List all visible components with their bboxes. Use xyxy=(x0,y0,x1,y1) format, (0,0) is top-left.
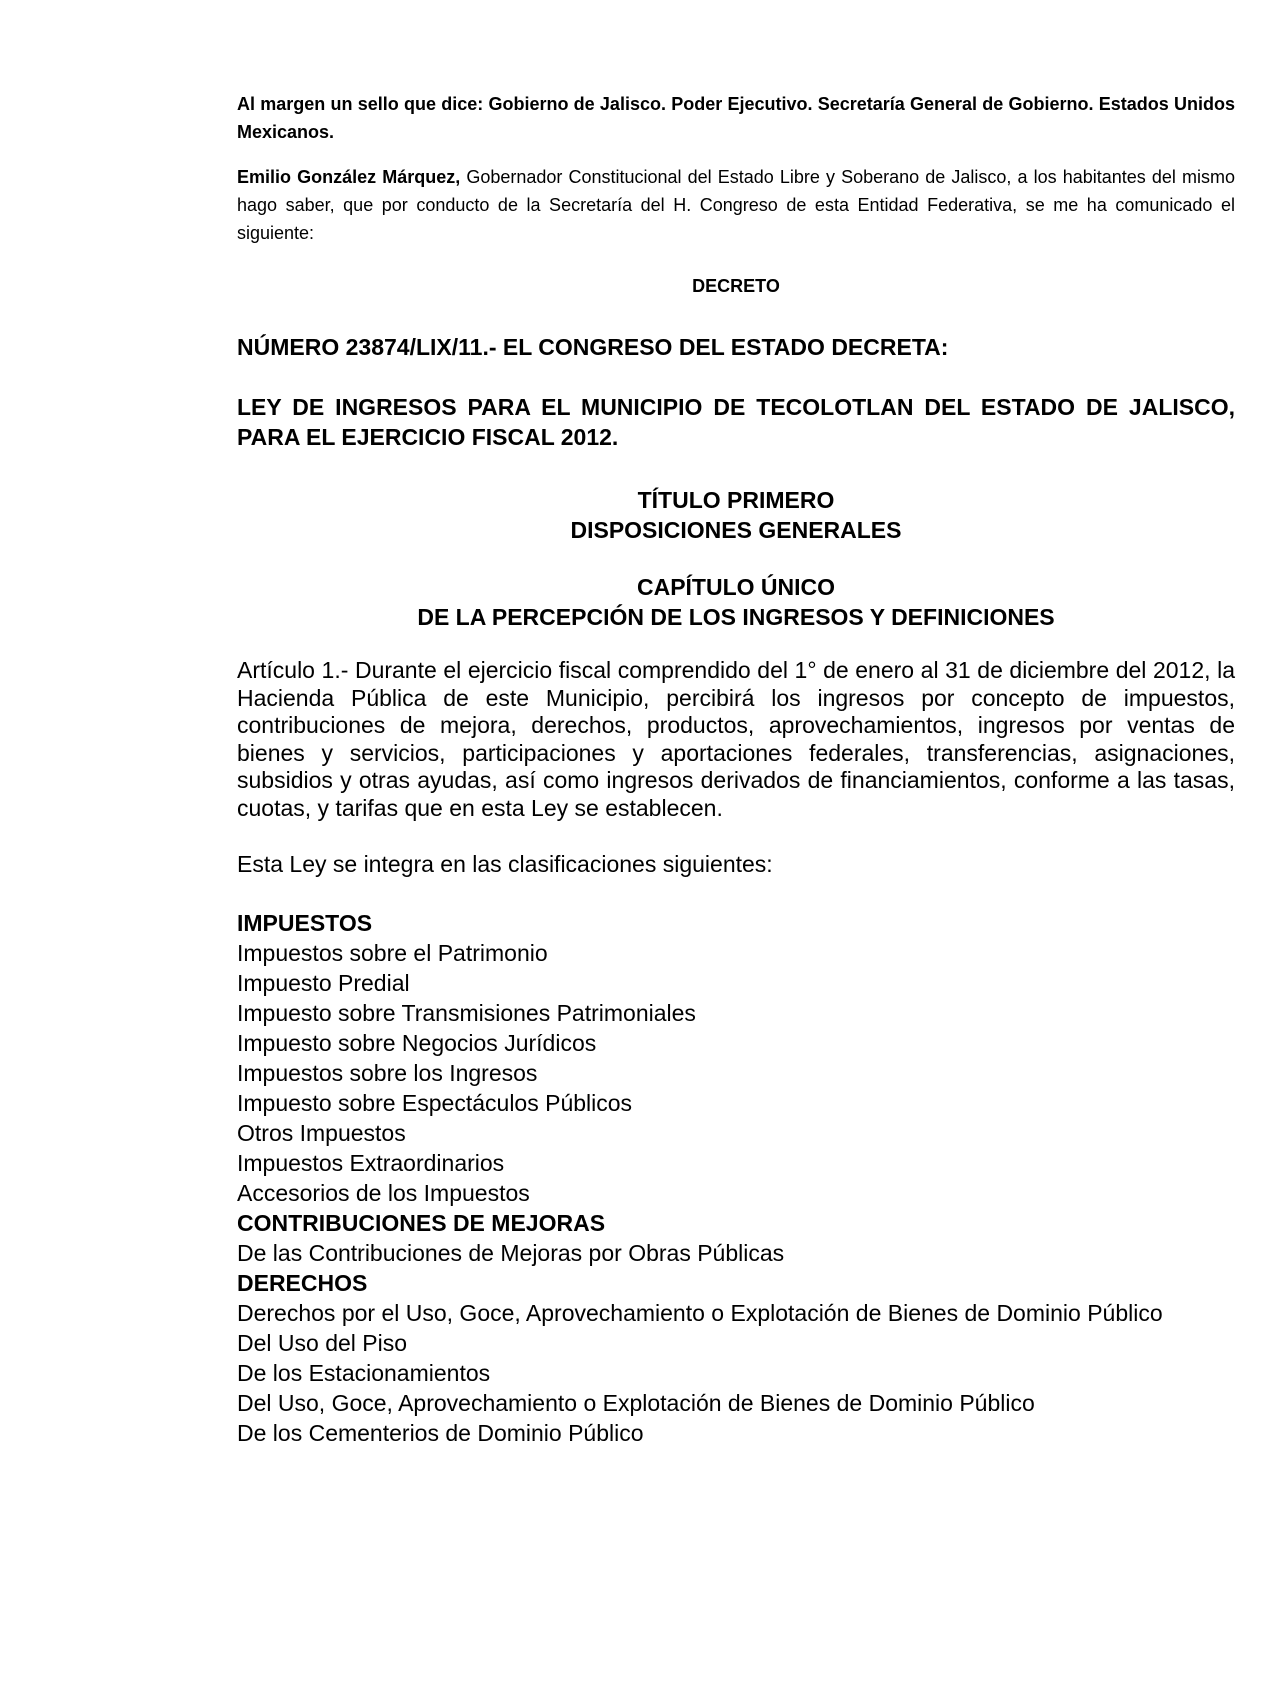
seal-note: Al margen un sello que dice: Gobierno de Jalisco. Poder Ejecutivo. Secretaría General de Gobierno. Estados Unidos Mexicanos. xyxy=(237,94,1235,142)
titulo-heading xyxy=(237,485,1235,545)
classification-item: De los Estacionamientos xyxy=(237,1360,491,1386)
classification-item: Impuestos sobre el Patrimonio xyxy=(237,940,548,966)
article-1: Artículo 1.- Durante el ejercicio fiscal comprendido del 1° de enero al 31 de diciembre del 2012, la Hacienda Pública de este Municipio, percibirá los ingresos por concepto de impuestos, contribuciones de mejora, derechos, productos, aprovechamientos, ingresos por ventas de bienes y servicios, participaciones y aportaciones federales, transferencias, asignaciones, subsidios y otras ayudas, así como ingresos derivados de financiamientos, conforme a las tasas, cuotas, y tarifas que en esta Ley se establecen. xyxy=(237,657,1235,821)
titulo-line-2: DISPOSICIONES GENERALES xyxy=(570,517,902,543)
intro-text: Gobernador Constitucional del Estado Libre y Soberano de Jalisco, a los habitantes del mismo hago saber, que por conducto de la Secretaría del H. Congreso de esta Entidad Federativa, se me ha comunicado el siguiente: xyxy=(237,167,1235,243)
classification-group-title: IMPUESTOS xyxy=(237,910,373,936)
classification-item: De las Contribuciones de Mejoras por Obras Públicas xyxy=(237,1240,785,1266)
classification-item: Del Uso del Piso xyxy=(237,1330,408,1356)
classification-item: Impuestos Extraordinarios xyxy=(237,1150,505,1176)
classification-group-title: CONTRIBUCIONES DE MEJORAS xyxy=(237,1210,606,1236)
classification-group-title: DERECHOS xyxy=(237,1270,368,1296)
document-page xyxy=(237,90,1235,1448)
decree-label: DECRETO xyxy=(692,276,780,296)
classifications-list xyxy=(237,908,1235,1448)
decree-number: NÚMERO 23874/LIX/11.- EL CONGRESO DEL ESTADO DECRETA: xyxy=(237,334,949,360)
classification-item: Accesorios de los Impuestos xyxy=(237,1180,530,1206)
intro-paragraph xyxy=(237,163,1235,247)
capitulo-line-2: DE LA PERCEPCIÓN DE LOS INGRESOS Y DEFINICIONES xyxy=(417,604,1055,630)
classification-item: Impuestos sobre los Ingresos xyxy=(237,1060,538,1086)
classification-item: Impuesto Predial xyxy=(237,970,410,996)
governor-name: Emilio González Márquez, xyxy=(237,167,461,187)
capitulo-line-1: CAPÍTULO ÚNICO xyxy=(636,574,836,600)
classification-item: Otros Impuestos xyxy=(237,1120,406,1146)
classification-item: De los Cementerios de Dominio Público xyxy=(237,1420,644,1446)
classification-item: Derechos por el Uso, Goce, Aprovechamiento o Explotación de Bienes de Dominio Público xyxy=(237,1300,1163,1326)
classification-item: Impuesto sobre Negocios Jurídicos xyxy=(237,1030,597,1056)
classification-item: Impuesto sobre Transmisiones Patrimoniales xyxy=(237,1000,696,1026)
titulo-line-1: TÍTULO PRIMERO xyxy=(637,487,835,513)
classifications-intro: Esta Ley se integra en las clasificaciones siguientes: xyxy=(237,851,773,877)
capitulo-heading xyxy=(237,572,1235,632)
classification-item: Del Uso, Goce, Aprovechamiento o Explotación de Bienes de Dominio Público xyxy=(237,1390,1035,1416)
law-title: LEY DE INGRESOS PARA EL MUNICIPIO DE TECOLOTLAN DEL ESTADO DE JALISCO, PARA EL EJERCICIO FISCAL 2012. xyxy=(237,394,1235,450)
classification-item: Impuesto sobre Espectáculos Públicos xyxy=(237,1090,633,1116)
